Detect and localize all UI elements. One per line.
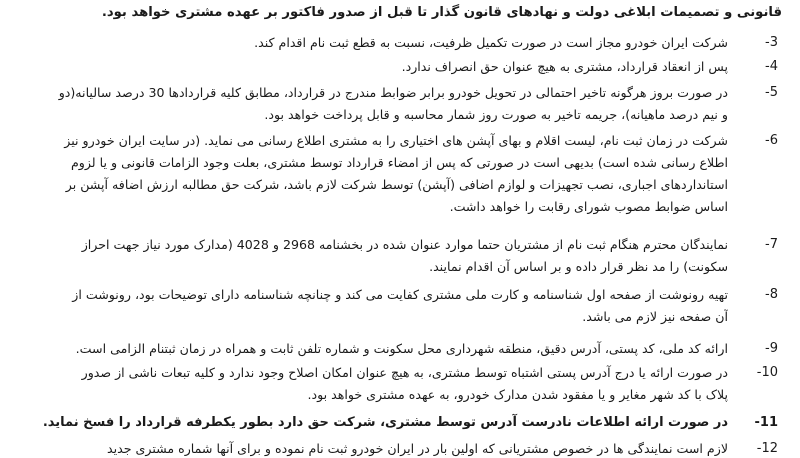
list-item-6 [20,130,782,218]
list-item-5 [20,82,782,126]
list-item-8 [20,284,782,328]
item-text: تهیه رونوشت از صفحه اول شناسنامه و کارت ملی مشتری کفایت می کند و چنانچه شناسنامه دارای توضیحات بود، رونوشت از آن صفحه نیز لازم می باشد. [72,287,728,324]
list-item-3 [20,32,782,54]
list-item-12 [20,438,782,458]
intro-continuation-line: قانونی و تصمیمات ابلاغی دولت و نهادهای قانون گذار تا قبل از صدور فاکتور بر عهده مشتری خواهد بود. [101,5,782,20]
list-item-11 [20,412,782,434]
item-number: -9 [765,341,778,356]
list-item-10 [20,362,782,406]
item-text: لازم است نمایندگی ها در خصوص مشتریانی که اولین بار در ایران خودرو ثبت نام نموده و برای آنها شماره مشتری جدید [107,441,728,456]
item-text: در صورت بروز هرگونه تاخیر احتمالی در تحویل خودرو برابر ضوابط مندرج در قرارداد، مطابق کلیه قراردادها 30 درصد سالیانه(دو و نیم درصد ماهیانه)، جریمه تاخیر به صورت روز شمار محاسبه و قابل پرداخت خواهد بود. [58,85,728,122]
item-number: -7 [765,237,778,252]
item-text: پس از انعقاد قرارداد، مشتری به هیچ عنوان حق انصراف ندارد. [401,59,728,74]
item-number: -11 [754,415,778,430]
item-text: شرکت در زمان ثبت نام، لیست اقلام و بهای آپشن های اختیاری را به مشتری اطلاع رسانی می نماید. (در سایت ایران خودرو نیز اطلاع رسانی شده است) بدیهی است در صورتی که پس از امضاء قرارداد توسط مشتری، بعلت وجود الزامات قانونی و یا لزوم استانداردهای اجباری، نصب تجهیزات و لوازم اضافی (آپشن) توسط شرکت لازم باشد، شرکت حق مطالبه ارزش اضافه آپشن بر اساس ضوابط مصوب شورای رقابت را خواهد داشت. [64,133,728,214]
item-number: -5 [765,85,778,100]
item-text: شرکت ایران خودرو مجاز است در صورت تکمیل ظرفیت، نسبت به قطع ثبت نام اقدام کند. [254,35,728,50]
item-text: نمایندگان محترم هنگام ثبت نام از مشتریان حتما موارد عنوان شده در بخشنامه 2968 و 4028 (مدارک مورد نیاز جهت احراز سکونت) را مد نظر قرار داده و بر اساس آن اقدام نمایند. [81,237,728,274]
item-text: در صورت ارائه یا درج آدرس پستی اشتباه توسط مشتری، به هیچ عنوان امکان اصلاح وجود ندارد و کلیه تبعات ناشی از صدور پلاک با کد شهر مغایر و یا مفقود شدن مدارک خودرو، به عهده مشتری خواهد بود. [81,365,728,402]
item-text: ارائه کد ملی، کد پستی، آدرس دقیق، منطقه شهرداری محل سکونت و شماره تلفن ثابت و همراه در زمان ثبتنام الزامی است. [75,341,728,356]
item-number: -3 [765,35,778,50]
item-number: -12 [756,441,778,456]
item-number: -8 [765,287,778,302]
list-item-9 [20,338,782,360]
list-item-4 [20,56,782,78]
item-text: در صورت ارائه اطلاعات نادرست آدرس توسط مشتری، شرکت حق دارد بطور یکطرفه قرارداد را فسخ نماید. [42,415,728,430]
item-number: -6 [765,133,778,148]
item-number: -10 [756,365,778,380]
list-item-7 [20,234,782,278]
item-number: -4 [765,59,778,74]
